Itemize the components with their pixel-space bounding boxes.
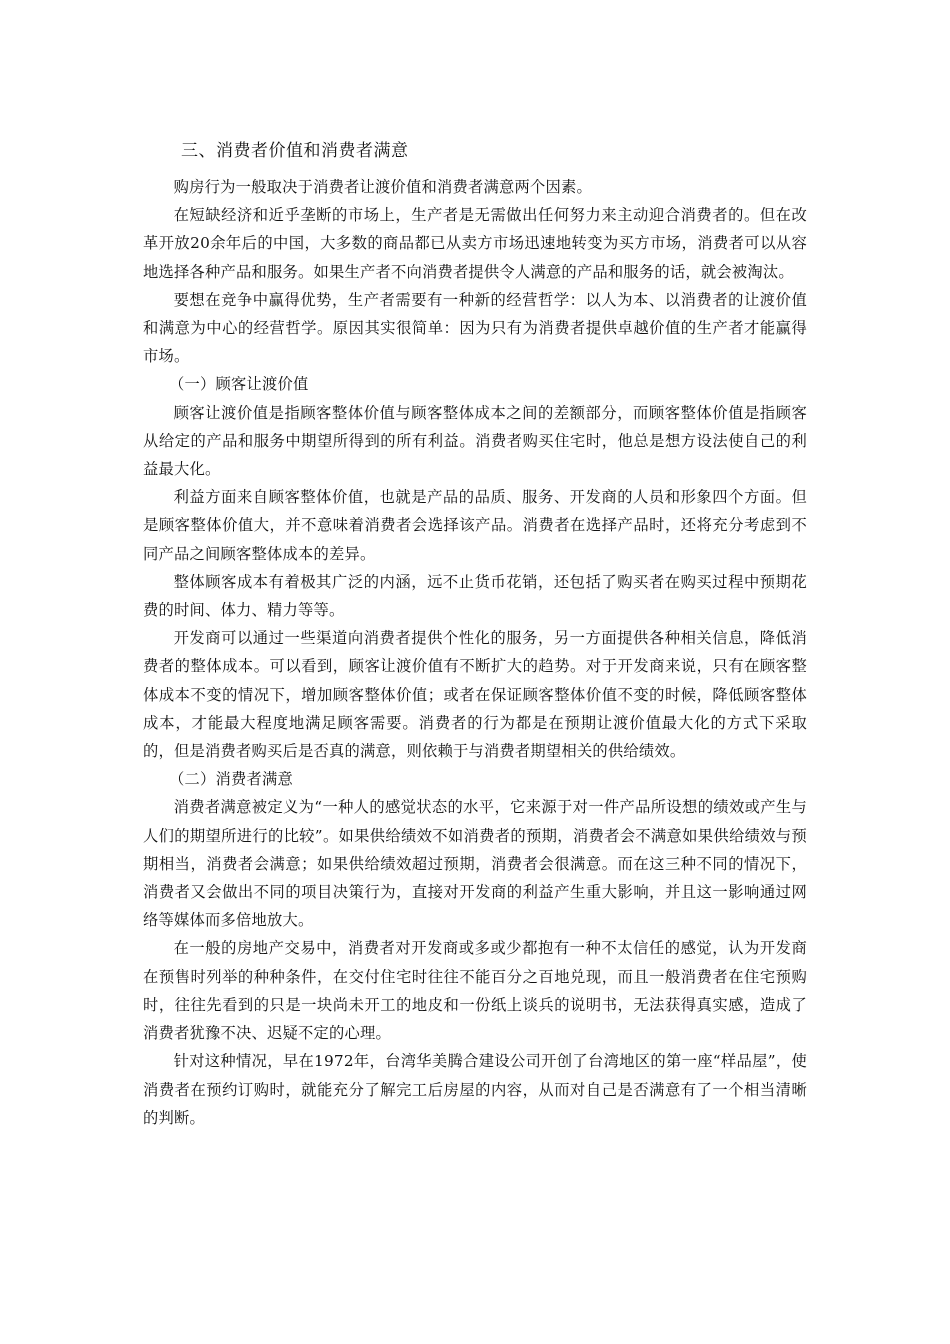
paragraph: 在一般的房地产交易中，消费者对开发商或多或少都抱有一种不太信任的感觉，认为开发商在预售时列举的种种条件，在交付住宅时往往不能百分之百地兑现，而且一般消费者在住宅预购时，往往先看到的只是一块尚未开工的地皮和一份纸上谈兵的说明书，无法获得真实感，造成了消费者犹豫不决、迟疑不定的心理。: [143, 939, 807, 1043]
document-body: [143, 138, 807, 1132]
paragraph: 消费者满意被定义为“一种人的感觉状态的水平，它来源于对一件产品所设想的绩效或产生与人们的期望所进行的比较”。如果供给绩效不如消费者的预期，消费者会不满意如果供给绩效与预期相当，消费者会满意；如果供给绩效超过预期，消费者会很满意。而在这三种不同的情况下，消费者又会做出不同的项目决策行为，直接对开发商的利益产生重大影响，并且这一影响通过网络等媒体而多倍地放大。: [143, 798, 807, 930]
paragraph: 顾客让渡价值是指顾客整体价值与顾客整体成本之间的差额部分，而顾客整体价值是指顾客从给定的产品和服务中期望所得到的所有利益。消费者购买住宅时，他总是想方设法使自己的利益最大化。: [143, 403, 807, 479]
section-title: 三、消费者价值和消费者满意: [181, 141, 409, 161]
paragraph: 利益方面来自顾客整体价值，也就是产品的品质、服务、开发商的人员和形象四个方面。但是顾客整体价值大，并不意味着消费者会选择该产品。消费者在选择产品时，还将充分考虑到不同产品之间顾客整体成本的差异。: [143, 488, 807, 563]
subsection-title: （一）顾客让渡价值: [169, 375, 309, 394]
paragraph: 要想在竞争中赢得优势，生产者需要有一种新的经营哲学：以人为本、以消费者的让渡价值和满意为中心的经营哲学。原因其实很简单：因为只有为消费者提供卓越价值的生产者才能赢得市场。: [143, 290, 807, 366]
paragraph: 购房行为一般取决于消费者让渡价值和消费者满意两个因素。: [173, 178, 593, 196]
paragraph: 针对这种情况，早在1972年，台湾华美腾合建设公司开创了台湾地区的第一座“样品屋”，使消费者在预约订购时，就能充分了解完工后房屋的内容，从而对自己是否满意有了一个相当清晰的判断。: [143, 1052, 807, 1127]
subsection-title: （二）消费者满意: [169, 770, 293, 789]
paragraph: 开发商可以通过一些渠道向消费者提供个性化的服务，另一方面提供各种相关信息，降低消费者的整体成本。可以看到，顾客让渡价值有不断扩大的趋势。对于开发商来说，只有在顾客整体成本不变的情况下，增加顾客整体价值；或者在保证顾客整体价值不变的时候，降低顾客整体成本，才能最大程度地满足顾客需要。消费者的行为都是在预期让渡价值最大化的方式下采取的，但是消费者购买后是否真的满意，则依赖于与消费者期望相关的供给绩效。: [143, 629, 807, 761]
paragraph: 整体顾客成本有着极其广泛的内涵，远不止货币花销，还包括了购买者在购买过程中预期花费的时间、体力、精力等等。: [143, 572, 807, 620]
paragraph: 在短缺经济和近乎垄断的市场上，生产者是无需做出任何努力来主动迎合消费者的。但在改革开放20余年后的中国，大多数的商品都已从卖方市场迅速地转变为买方市场，消费者可以从容地选择各种产品和服务。如果生产者不向消费者提供令人满意的产品和服务的话，就会被淘汰。: [143, 206, 807, 281]
